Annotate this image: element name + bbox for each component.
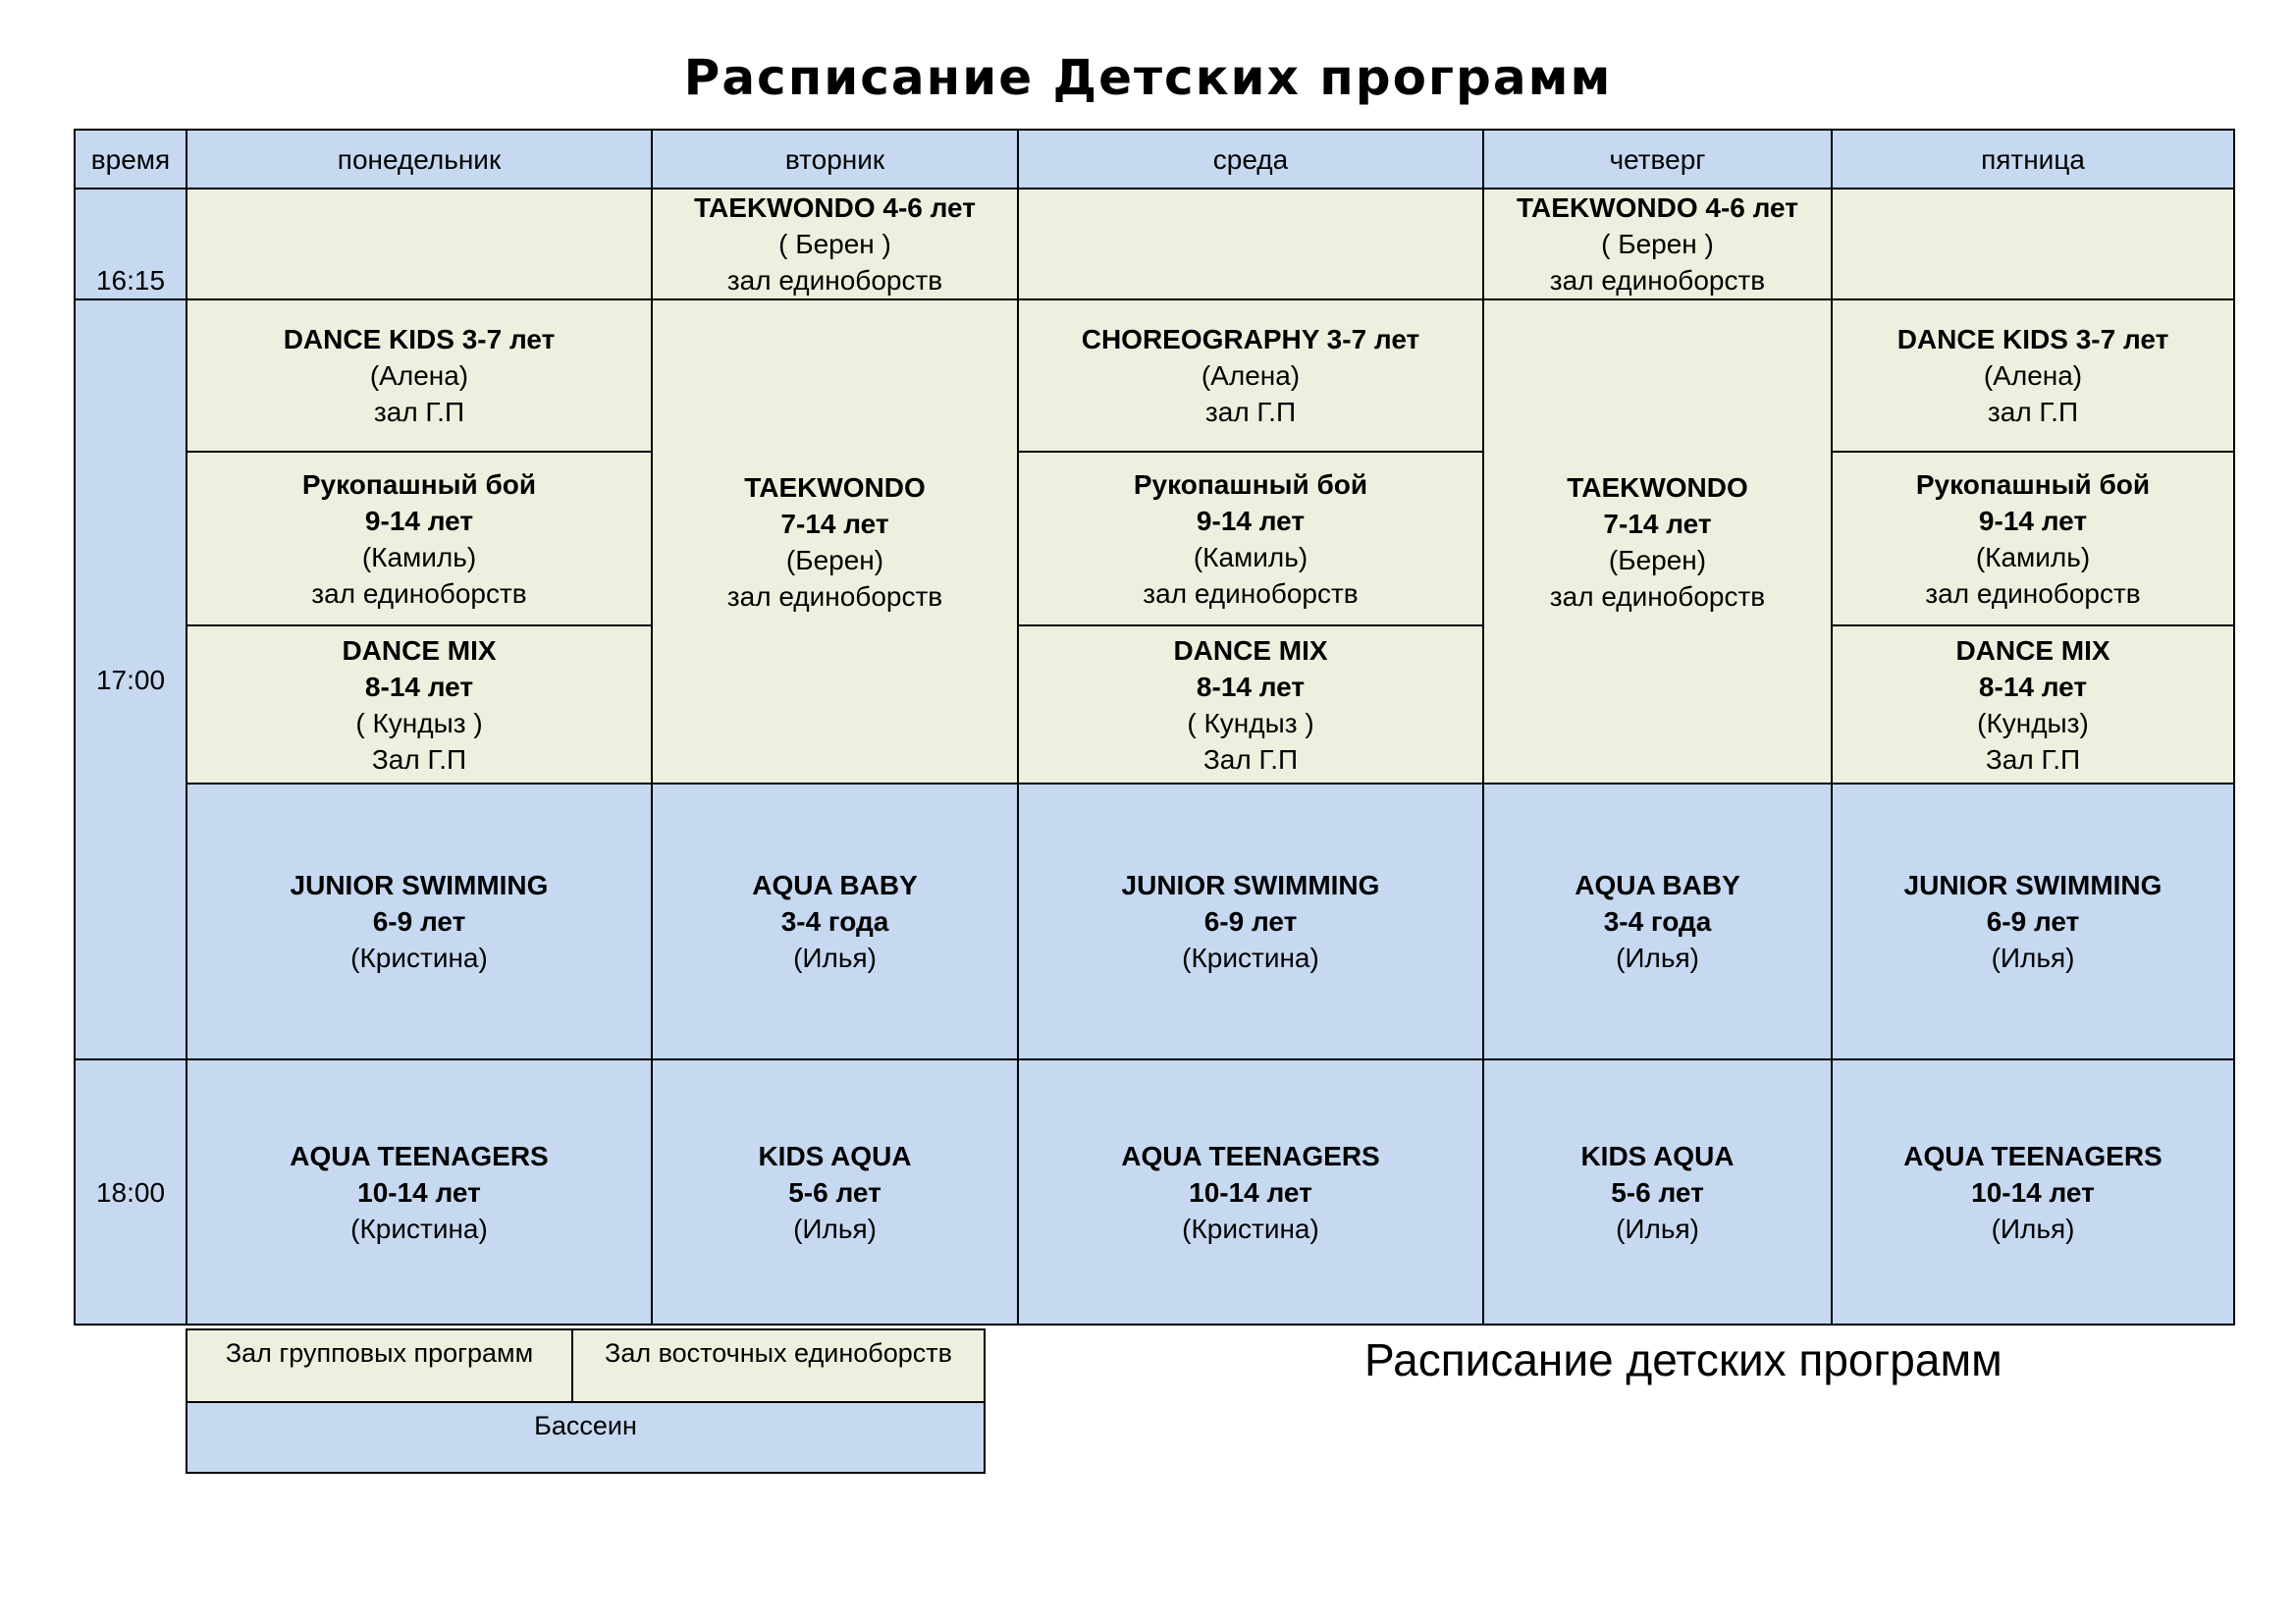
- class-trainer: (Кристина): [1182, 1213, 1319, 1244]
- class-title: CHOREOGRAPHY 3-7 лет: [1081, 324, 1420, 354]
- class-hall: зал единоборств: [1549, 265, 1766, 296]
- class-title: Рукопашный бой: [1133, 468, 1368, 500]
- class-cell: [1832, 452, 2234, 625]
- legend-martial-hall: Зал восточных единоборств: [572, 1329, 985, 1402]
- header-friday: пятница: [1832, 130, 2234, 189]
- class-age: 9-14 лет: [1196, 505, 1306, 536]
- class-age: 8-14 лет: [1196, 671, 1306, 702]
- row-1700-a: [75, 299, 2234, 452]
- class-cell: [1832, 299, 2234, 452]
- class-trainer: ( Берен ): [1601, 229, 1714, 259]
- header-wednesday: среда: [1018, 130, 1483, 189]
- class-hall: зал Г.П: [373, 397, 465, 427]
- class-age: 9-14 лет: [364, 505, 474, 536]
- class-cell: [187, 784, 652, 1059]
- class-trainer: (Камиль): [1193, 541, 1308, 572]
- legend-group-hall: Зал групповых программ: [187, 1329, 572, 1402]
- row-1700-pool: [75, 784, 2234, 1059]
- class-trainer: (Илья): [793, 1213, 877, 1244]
- class-age: 7-14 лет: [1603, 508, 1712, 539]
- cell-mon-1615: [187, 189, 652, 299]
- class-cell: [1483, 1059, 1832, 1325]
- class-title: TAEKWONDO: [1567, 471, 1748, 503]
- class-trainer: (Илья): [1616, 1213, 1699, 1244]
- class-age: 6-9 лет: [1203, 906, 1298, 937]
- class-age: 3-4 года: [1603, 906, 1712, 937]
- class-age: 10-14 лет: [1189, 1176, 1312, 1208]
- class-trainer: ( Берен ): [778, 229, 891, 259]
- class-trainer: (Алена): [369, 360, 469, 391]
- class-trainer: (Илья): [793, 943, 877, 973]
- class-title: TAEKWONDO 4-6 лет: [694, 192, 976, 223]
- class-hall: зал единоборств: [1925, 577, 2141, 609]
- row-1700-c: [75, 625, 2234, 784]
- class-cell: [1483, 784, 1832, 1059]
- class-cell: [652, 784, 1018, 1059]
- class-age: 3-4 года: [780, 906, 889, 937]
- cell-wed-1615: [1018, 189, 1483, 299]
- class-title: AQUA TEENAGERS: [1903, 1140, 2163, 1171]
- class-age: 5-6 лет: [788, 1176, 881, 1208]
- class-title: DANCE KIDS 3-7 лет: [1896, 324, 2169, 354]
- header-time: время: [75, 130, 187, 189]
- class-hall: Зал Г.П: [371, 743, 467, 775]
- schedule-table: [74, 129, 2235, 1326]
- class-trainer: ( Кундыз ): [355, 707, 483, 738]
- class-title: TAEKWONDO 4-6 лет: [1517, 192, 1798, 223]
- legend-pool: Бассеин: [187, 1402, 985, 1473]
- header-tuesday: вторник: [652, 130, 1018, 189]
- row-1800: [75, 1059, 2234, 1325]
- class-hall: Зал Г.П: [1202, 743, 1299, 775]
- class-cell: [1018, 625, 1483, 784]
- class-trainer: (Камиль): [1975, 541, 2091, 572]
- class-trainer: (Камиль): [361, 541, 477, 572]
- class-title: KIDS AQUA: [1580, 1140, 1735, 1171]
- class-cell: [652, 189, 1018, 299]
- class-trainer: ( Кундыз ): [1187, 707, 1314, 738]
- class-hall: зал единоборств: [726, 580, 943, 612]
- class-title: AQUA BABY: [1575, 870, 1740, 900]
- class-title: Рукопашный бой: [301, 468, 537, 500]
- class-cell: [1832, 784, 2234, 1059]
- class-title: JUNIOR SWIMMING: [1903, 870, 2163, 900]
- page-title: Расписание Детских программ: [683, 49, 1613, 106]
- class-trainer: (Илья): [1991, 943, 2075, 973]
- class-cell: [187, 625, 652, 784]
- class-title: KIDS AQUA: [758, 1140, 912, 1171]
- time-1615: 16:15: [75, 189, 187, 299]
- class-hall: зал единоборств: [311, 577, 527, 609]
- class-cell: [1018, 299, 1483, 452]
- class-hall: зал Г.П: [1987, 397, 2079, 427]
- class-trainer: (Алена): [1983, 360, 2083, 391]
- class-age: 10-14 лет: [1971, 1176, 2095, 1208]
- class-title: DANCE KIDS 3-7 лет: [283, 324, 556, 354]
- class-cell: [187, 1059, 652, 1325]
- class-cell: [1832, 1059, 2234, 1325]
- class-cell: [1483, 189, 1832, 299]
- header-thursday: четверг: [1483, 130, 1832, 189]
- row-1615: [75, 189, 2234, 299]
- class-trainer: (Кристина): [350, 943, 488, 973]
- class-trainer: (Илья): [1991, 1213, 2075, 1244]
- class-title: JUNIOR SWIMMING: [1121, 870, 1380, 900]
- class-cell: [187, 299, 652, 452]
- class-cell: [652, 299, 1018, 784]
- class-trainer: (Берен): [1608, 544, 1707, 575]
- class-hall: зал единоборств: [1143, 577, 1359, 609]
- class-cell: [1832, 625, 2234, 784]
- class-title: TAEKWONDO: [744, 471, 926, 503]
- class-hall: зал единоборств: [726, 265, 943, 296]
- class-title: AQUA BABY: [752, 870, 918, 900]
- class-age: 7-14 лет: [780, 508, 889, 539]
- class-cell: [1018, 1059, 1483, 1325]
- class-trainer: (Кристина): [1182, 943, 1319, 973]
- class-age: 6-9 лет: [372, 906, 466, 937]
- row-1700-b: [75, 452, 2234, 625]
- header-row: [75, 130, 2234, 189]
- class-cell: [1018, 452, 1483, 625]
- class-hall: зал единоборств: [1549, 580, 1766, 612]
- class-trainer: (Илья): [1616, 943, 1699, 973]
- class-trainer: (Алена): [1201, 360, 1301, 391]
- header-monday: понедельник: [187, 130, 652, 189]
- class-age: 5-6 лет: [1611, 1176, 1704, 1208]
- class-trainer: (Берен): [785, 544, 884, 575]
- class-title: AQUA TEENAGERS: [290, 1140, 549, 1171]
- class-title: AQUA TEENAGERS: [1121, 1140, 1380, 1171]
- class-cell: [187, 452, 652, 625]
- class-cell: [1483, 299, 1832, 784]
- cell-fri-1615: [1832, 189, 2234, 299]
- class-cell: [652, 1059, 1018, 1325]
- class-age: 6-9 лет: [1986, 906, 2080, 937]
- class-hall: зал Г.П: [1204, 397, 1297, 427]
- time-1700: 17:00: [75, 299, 187, 1059]
- class-trainer: (Кундыз): [1977, 707, 2089, 738]
- class-trainer: (Кристина): [350, 1213, 488, 1244]
- class-title: DANCE MIX: [1955, 634, 2110, 666]
- legend-table: [186, 1328, 986, 1474]
- time-1800: 18:00: [75, 1059, 187, 1325]
- class-age: 10-14 лет: [357, 1176, 481, 1208]
- class-title: JUNIOR SWIMMING: [290, 870, 549, 900]
- class-title: DANCE MIX: [1173, 634, 1328, 666]
- class-title: Рукопашный бой: [1915, 468, 2151, 500]
- class-cell: [1018, 784, 1483, 1059]
- class-title: DANCE MIX: [342, 634, 497, 666]
- class-hall: Зал Г.П: [1985, 743, 2081, 775]
- class-age: 9-14 лет: [1978, 505, 2088, 536]
- class-age: 8-14 лет: [364, 671, 474, 702]
- page-subtitle: Расписание детских программ: [1364, 1334, 2002, 1385]
- class-age: 8-14 лет: [1978, 671, 2088, 702]
